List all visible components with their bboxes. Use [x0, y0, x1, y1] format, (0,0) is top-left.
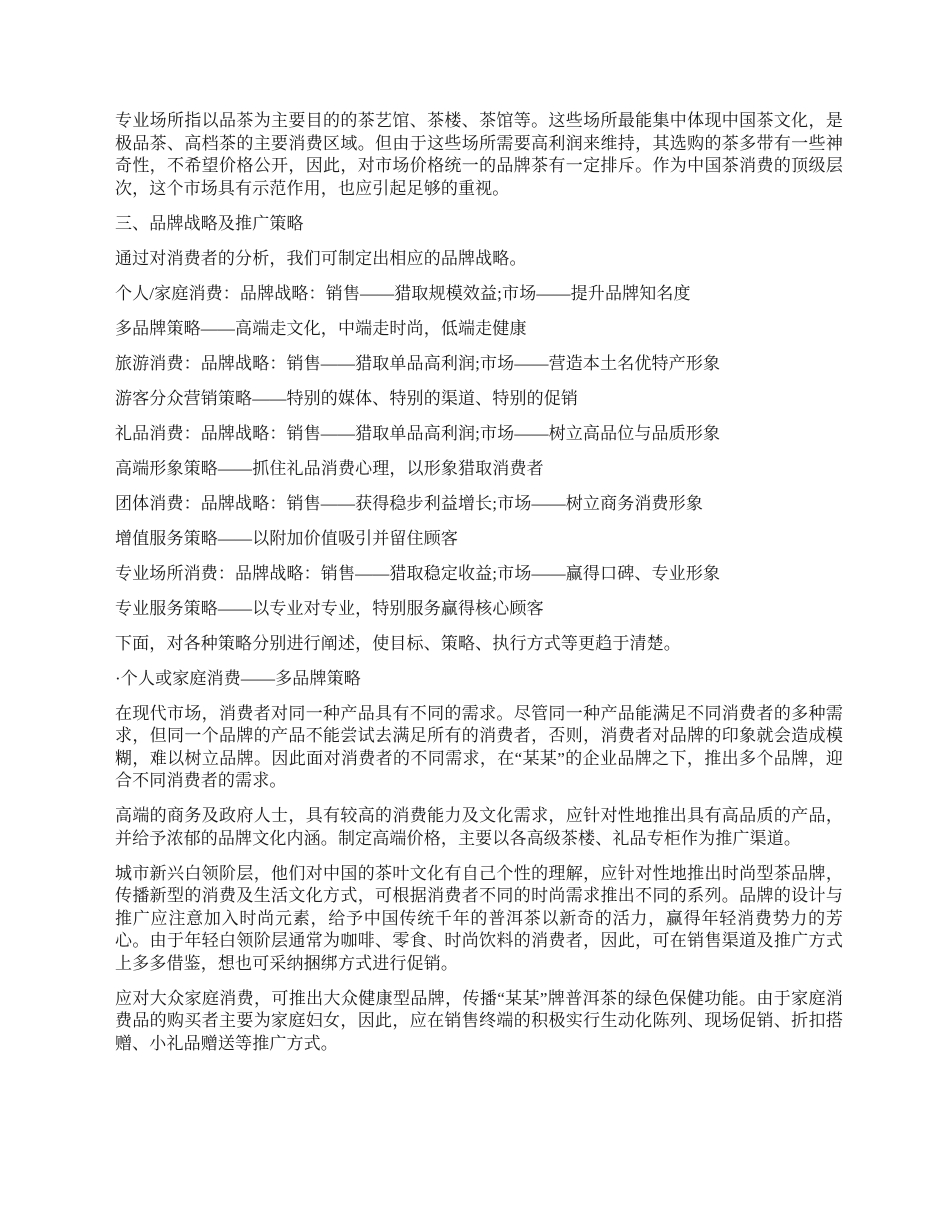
- paragraph-explanation-intro: 下面，对各种策略分别进行阐述，使目标、策略、执行方式等更趋于清楚。: [115, 633, 681, 653]
- strategy-line-group: 团体消费：品牌战略：销售——获得稳步利益增长;市场——树立商务消费形象: [115, 493, 703, 513]
- strategy-line-personal-family: 个人/家庭消费：品牌战略：销售——猎取规模效益;市场——提升品牌知名度: [115, 283, 691, 303]
- paragraph-modern-market: 在现代市场，消费者对同一种产品具有不同的需求。尽管同一种产品能满足不同消费者的多种需求，但同一个品牌的产品不能尝试去满足所有的消费者，否则，消费者对品牌的印象就会造成模糊，难以树立品牌。因此面对消费者的不同需求，在“某某”的企业品牌之下，推出多个品牌，迎合不同消费者的需求。: [115, 703, 843, 790]
- section-heading-brand-strategy: 三、品牌战略及推广策略: [115, 213, 304, 233]
- strategy-line-gift: 礼品消费：品牌战略：销售——猎取单品高利润;市场——树立高品位与品质形象: [115, 423, 721, 443]
- subheading-personal-family-multi-brand: ·个人或家庭消费——多品牌策略: [115, 668, 361, 688]
- paragraph-strategy-intro: 通过对消费者的分析，我们可制定出相应的品牌战略。: [115, 248, 527, 268]
- strategy-line-tourism: 旅游消费：品牌战略：销售——猎取单品高利润;市场——营造本土名优特产形象: [115, 353, 721, 373]
- strategy-line-value-added: 增值服务策略——以附加价值吸引并留住顾客: [115, 528, 458, 548]
- strategy-line-tourist-marketing: 游客分众营销策略——特别的媒体、特别的渠道、特别的促销: [115, 388, 579, 408]
- strategy-line-professional-venue: 专业场所消费：品牌战略：销售——猎取稳定收益;市场——赢得口碑、专业形象: [115, 563, 721, 583]
- intro-paragraph-professional-venues: 专业场所指以品茶为主要目的的茶艺馆、茶楼、茶馆等。这些场所最能集中体现中国茶文化，是极品茶、高档茶的主要消费区域。但由于这些场所需要高利润来维持，其选购的茶多带有一些神奇性，不希望价格公开，因此，对市场价格统一的品牌茶有一定排斥。作为中国茶消费的顶级层次，这个市场具有示范作用，也应引起足够的重视。: [115, 111, 843, 198]
- paragraph-high-end-business: 高端的商务及政府人士，具有较高的消费能力及文化需求，应针对性地推出具有高品质的产品，并给予浓郁的品牌文化内涵。制定高端价格，主要以各高级茶楼、礼品专柜作为推广渠道。: [115, 806, 843, 848]
- strategy-line-professional-service: 专业服务策略——以专业对专业，特别服务赢得核心顾客: [115, 598, 544, 618]
- strategy-line-multi-brand: 多品牌策略——高端走文化，中端走时尚，低端走健康: [115, 318, 527, 338]
- document-body: [115, 110, 843, 1068]
- paragraph-white-collar: 城市新兴白领阶层，他们对中国的茶叶文化有自己个性的理解，应针对性地推出时尚型茶品牌，传播新型的消费及生活文化方式，可根据消费者不同的时尚需求推出不同的系列。品牌的设计与推广应注意加入时尚元素，给予中国传统千年的普洱茶以新奇的活力，赢得年轻消费势力的芳心。由于年轻白领阶层通常为咖啡、零食、时尚饮料的消费者，因此，可在销售渠道及推广方式上多多借鉴，想也可采纳捆绑方式进行促销。: [115, 863, 843, 973]
- paragraph-mass-family: 应对大众家庭消费，可推出大众健康型品牌，传播“某某”牌普洱茶的绿色保健功能。由于家庭消费品的购买者主要为家庭妇女，因此，应在销售终端的积极实行生动化陈列、现场促销、折扣搭赠、小礼品赠送等推广方式。: [115, 988, 843, 1053]
- strategy-line-high-end-image: 高端形象策略——抓住礼品消费心理，以形象猎取消费者: [115, 458, 544, 478]
